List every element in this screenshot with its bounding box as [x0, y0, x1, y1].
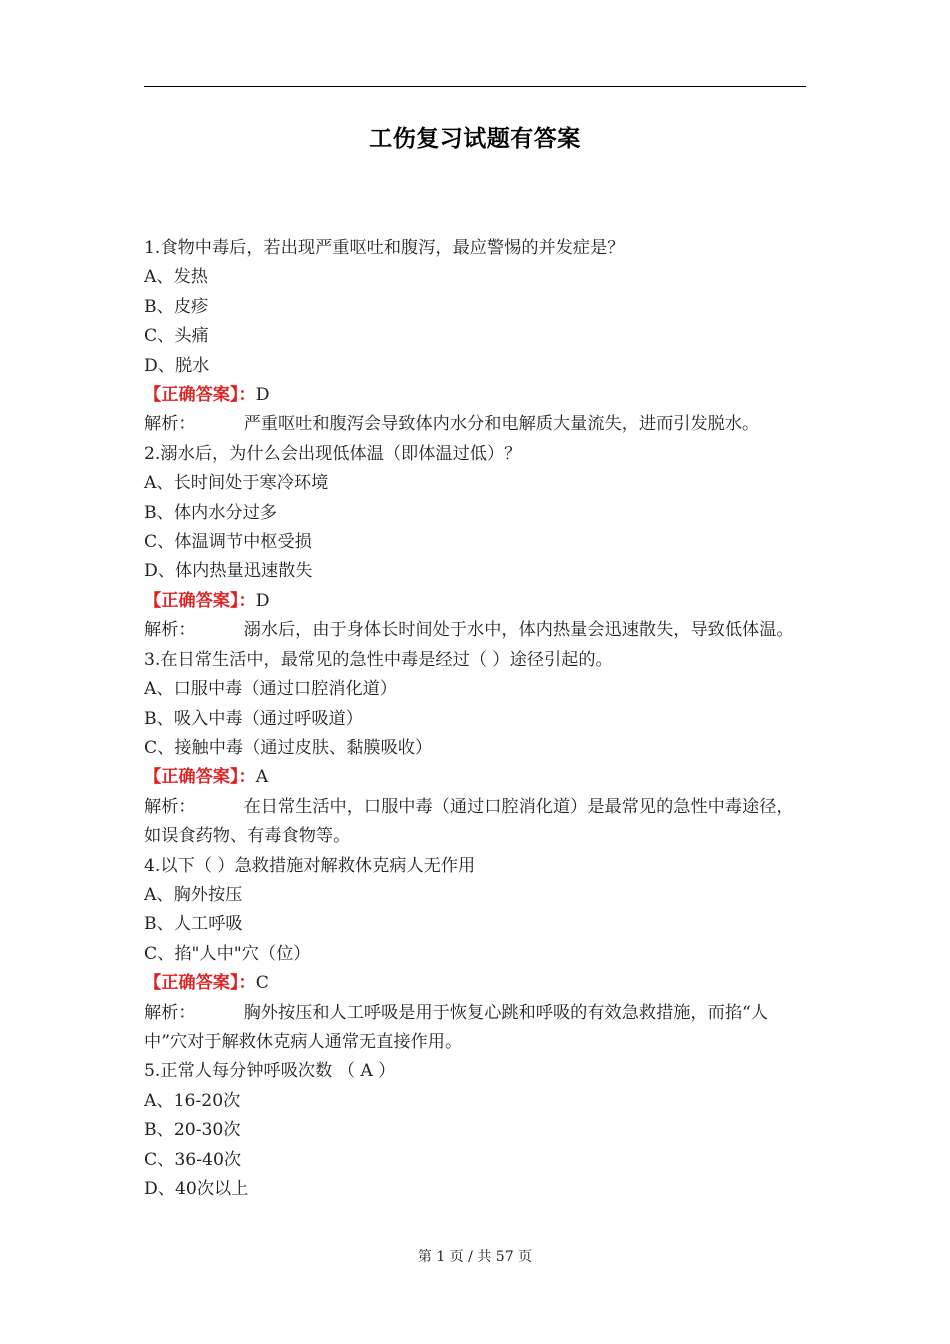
analysis-line	[144, 999, 806, 1058]
page-footer: 第 1 页 / 共 57 页	[417, 1249, 533, 1265]
analysis-label: 解析：	[144, 796, 196, 817]
option: B、20-30次	[144, 1120, 241, 1141]
analysis-text: 胸外按压和人工呼吸是用于恢复心跳和呼吸的有效急救措施，而掐“人中”穴对于解救休克病人通常无直接作用。	[144, 1002, 768, 1052]
answer-value: D	[255, 385, 270, 406]
document-title: 工伤复习试题有答案	[369, 125, 581, 152]
analysis-text: 在日常生活中，口服中毒（通过口腔消化道）是最常见的急性中毒途径，如误食药物、有毒食物等。	[144, 796, 794, 847]
analysis-line	[144, 410, 806, 439]
analysis-label: 解析：	[144, 620, 196, 641]
option: C、头痛	[144, 326, 209, 347]
option: A、胸外按压	[144, 884, 243, 905]
analysis-line	[144, 616, 806, 645]
option: B、人工呼吸	[144, 914, 243, 935]
answer-label: 【正确答案】：	[144, 973, 256, 994]
question-text: 3.在日常生活中，最常见的急性中毒是经过（ ）途径引起的。	[144, 649, 613, 670]
option: C、36-40次	[144, 1149, 242, 1170]
option: A、16-20次	[144, 1090, 241, 1111]
analysis-line	[144, 793, 806, 852]
option: A、长时间处于寒冷环境	[144, 473, 329, 494]
analysis-label: 解析：	[144, 1002, 196, 1023]
analysis-label: 解析：	[144, 414, 196, 435]
answer-line	[144, 763, 806, 792]
option: A、发热	[144, 267, 208, 288]
answer-value: D	[255, 590, 270, 611]
option: C、体温调节中枢受损	[144, 532, 312, 553]
option: C、掐"人中"穴（位）	[144, 943, 311, 964]
option: D、体内热量迅速散失	[144, 561, 313, 582]
answer-line	[144, 587, 806, 616]
option: B、体内水分过多	[144, 502, 277, 523]
option: D、脱水	[144, 355, 210, 376]
answer-line	[144, 381, 806, 410]
option: B、皮疹	[144, 296, 209, 317]
answer-label: 【正确答案】：	[144, 590, 256, 611]
question-text: 4.以下（ ）急救措施对解救休克病人无作用	[144, 855, 476, 876]
header-rule	[144, 86, 806, 87]
analysis-text: 溺水后，由于身体长时间处于水中，体内热量会迅速散失，导致低体温。	[243, 620, 794, 641]
answer-label: 【正确答案】：	[144, 767, 256, 788]
question-text: 2.溺水后，为什么会出现低体温（即体温过低）？	[144, 443, 522, 464]
option: D、40次以上	[144, 1179, 249, 1199]
question-list	[144, 234, 806, 1204]
question-text: 1.食物中毒后，若出现严重呕吐和腹泻，最应警惕的并发症是？	[144, 238, 625, 258]
answer-line	[144, 969, 806, 998]
question-text: 5.正常人每分钟呼吸次数 （ A ）	[144, 1061, 396, 1082]
option: C、接触中毒（通过皮肤、黏膜吸收）	[144, 737, 433, 758]
option: B、吸入中毒（通过呼吸道）	[144, 708, 363, 729]
option: A、口服中毒（通过口腔消化道）	[144, 679, 398, 700]
analysis-text: 严重呕吐和腹泻会导致体内水分和电解质大量流失，进而引发脱水。	[243, 414, 760, 435]
answer-label: 【正确答案】：	[144, 385, 256, 406]
answer-value: A	[255, 767, 269, 788]
answer-value: C	[255, 973, 269, 994]
